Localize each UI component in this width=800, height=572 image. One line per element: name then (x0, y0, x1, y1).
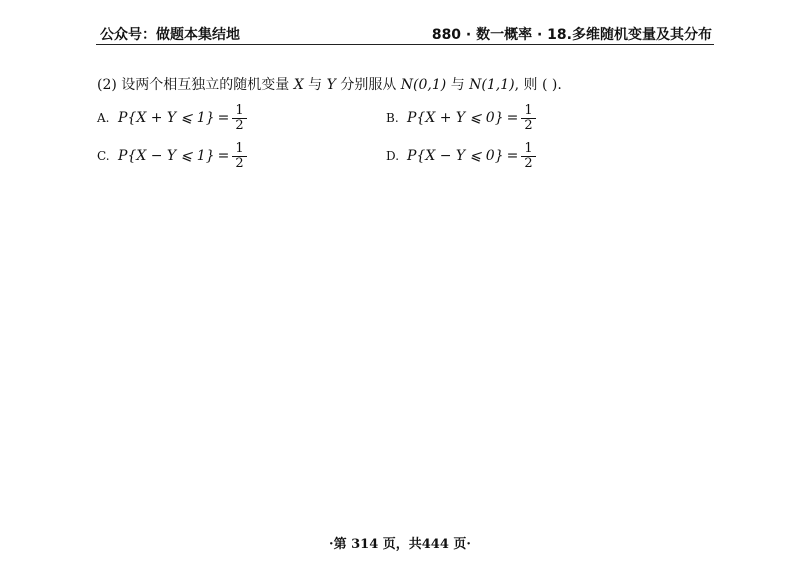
option-expression: P{X − Y ⩽ 0} (407, 148, 504, 164)
variable-y: Y (326, 77, 336, 93)
option-expression: P{X + Y ⩽ 1} (118, 110, 215, 126)
question-text-3: 分别服从 (340, 77, 397, 93)
variable-x: X (293, 77, 304, 93)
equals-sign: = (506, 110, 519, 126)
option-b[interactable] (386, 101, 536, 135)
page-header (96, 22, 714, 45)
fraction (232, 142, 246, 171)
header-source: 公众号：做题本集结地 (100, 27, 240, 43)
fraction (232, 104, 246, 133)
fraction (521, 142, 535, 171)
question-text-5: , 则 ( ). (514, 77, 562, 93)
question-text-2: 与 (308, 77, 323, 93)
option-letter: B. (386, 111, 399, 125)
fraction-denominator: 2 (524, 117, 533, 133)
equals-sign: = (217, 148, 230, 164)
option-a[interactable] (97, 101, 247, 135)
question-text-4: 与 (450, 77, 465, 93)
fraction-denominator: 2 (235, 117, 244, 133)
fraction-numerator: 1 (232, 104, 246, 119)
equals-sign: = (217, 110, 230, 126)
fraction-denominator: 2 (235, 155, 244, 171)
question-number: (2) (97, 77, 117, 93)
fraction-numerator: 1 (521, 104, 535, 119)
fraction-numerator: 1 (232, 142, 246, 157)
option-expression: P{X − Y ⩽ 1} (118, 148, 215, 164)
distribution-2: N(1,1) (469, 77, 515, 93)
question-stem (97, 74, 562, 94)
equals-sign: = (506, 148, 519, 164)
fraction (521, 104, 535, 133)
fraction-denominator: 2 (524, 155, 533, 171)
option-letter: D. (386, 149, 400, 163)
option-d[interactable] (386, 139, 536, 173)
option-expression: P{X + Y ⩽ 0} (407, 110, 504, 126)
distribution-1: N(0,1) (400, 77, 447, 93)
question-text-1: 设两个相互独立的随机变量 (121, 77, 290, 93)
page-number-footer: ·第 314 页，共444 页· (329, 537, 471, 552)
option-c[interactable] (97, 139, 247, 173)
header-section-title: 880 · 数一概率 · 18.多维随机变量及其分布 (431, 27, 712, 43)
option-letter: C. (97, 149, 110, 163)
fraction-numerator: 1 (521, 142, 535, 157)
option-letter: A. (97, 111, 110, 125)
